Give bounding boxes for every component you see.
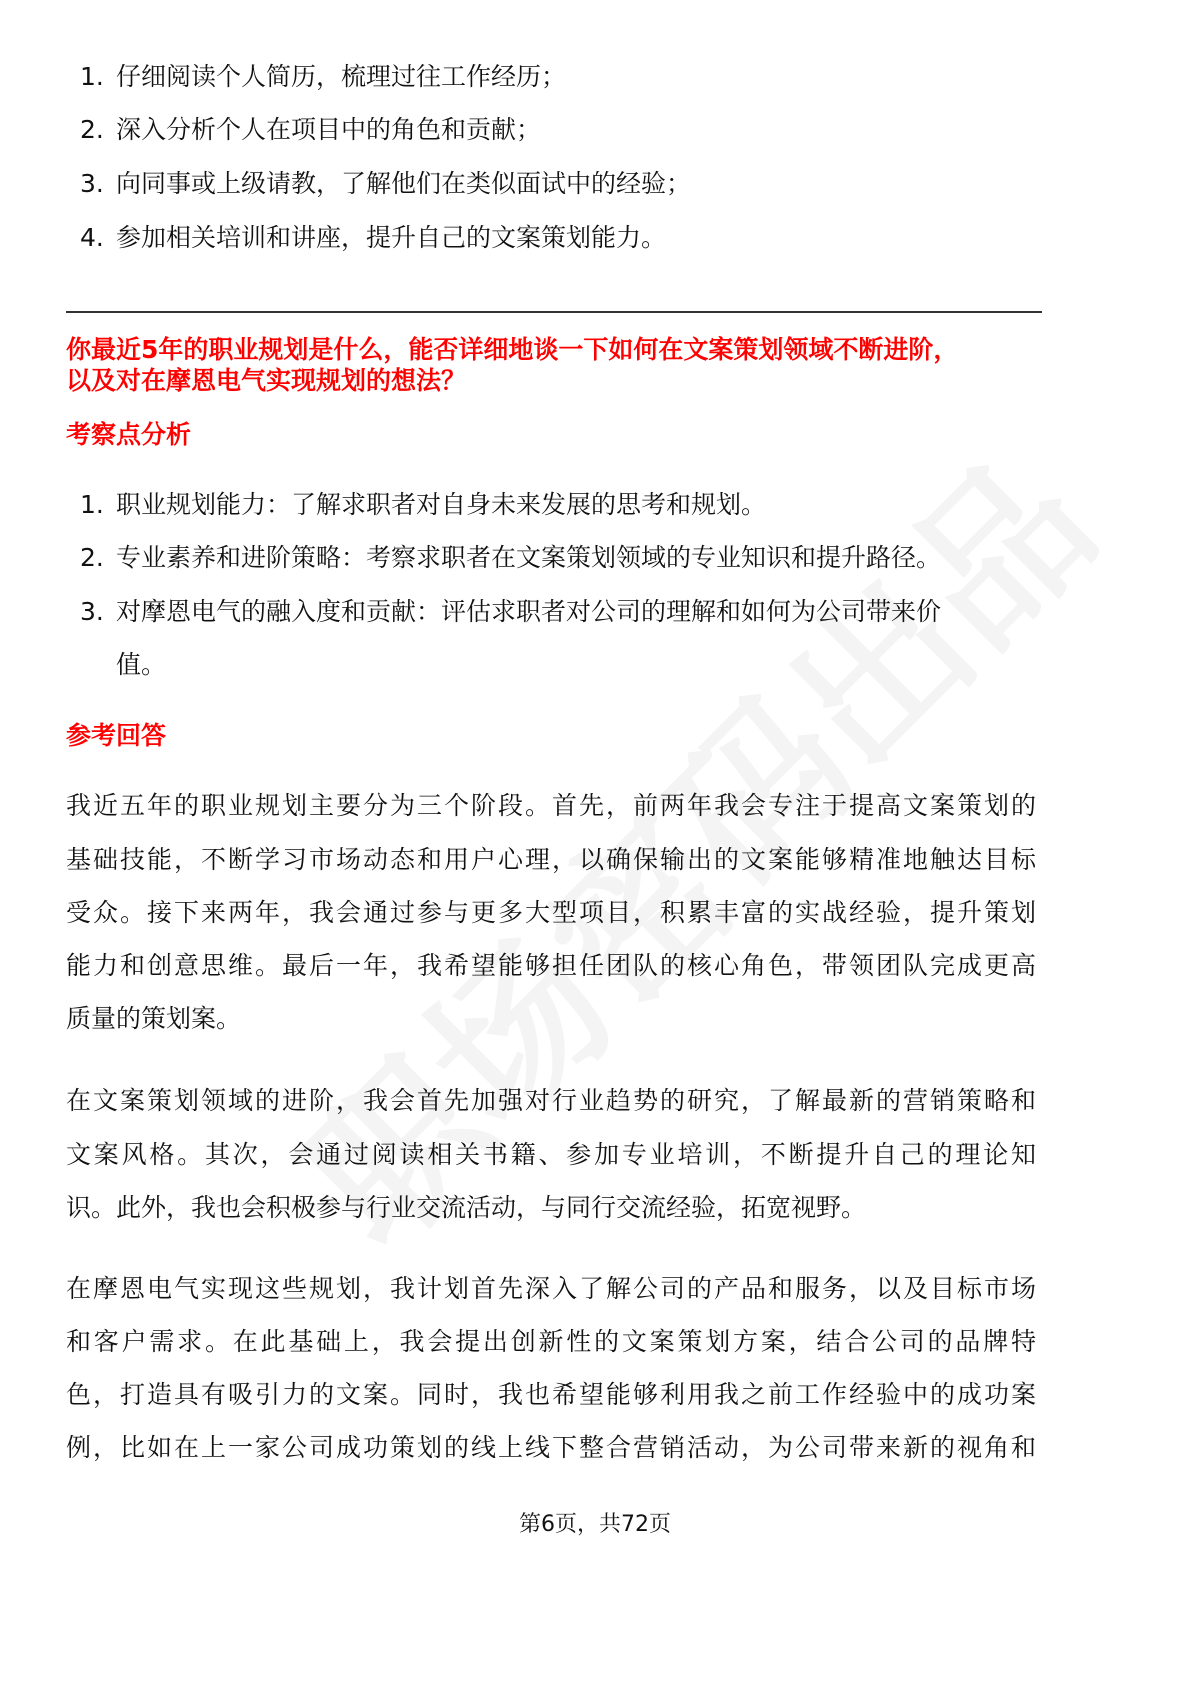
text-line: 基础技能，不断学习市场动态和用户心理，以确保输出的文案能够精准地触达目标 — [66, 845, 1036, 874]
text-line: 色，打造具有吸引力的文案。同时，我也希望能够利用我之前工作经验中的成功案 — [66, 1380, 1036, 1409]
text-line: 文案风格。其次，会通过阅读相关书籍、参加专业培训，不断提升自己的理论知 — [66, 1140, 1036, 1169]
list-item: 1. 职业规划能力：了解求职者对自身未来发展的思考和规划。 — [80, 490, 767, 519]
text-line: 识。此外，我也会积极参与行业交流活动，与同行交流经验，拓宽视野。 — [66, 1193, 867, 1222]
list-item: 3. 对摩恩电气的融入度和贡献：评估求职者对公司的理解和如何为公司带来价 — [80, 597, 942, 626]
text-line: 在文案策划领域的进阶，我会首先加强对行业趋势的研究，了解最新的营销策略和 — [66, 1086, 1036, 1115]
list-item: 4. 参加相关培训和讲座，提升自己的文案策划能力。 — [80, 223, 667, 252]
text-line: 和客户需求。在此基础上，我会提出创新性的文案策划方案，结合公司的品牌特 — [66, 1327, 1036, 1356]
text-line: 受众。接下来两年，我会通过参与更多大型项目，积累丰富的实战经验，提升策划 — [66, 898, 1036, 927]
text-line: 质量的策划案。 — [66, 1004, 242, 1033]
analysis-title: 考察点分析 — [66, 420, 192, 449]
list-item-cont: 值。 — [116, 650, 167, 679]
text-line: 我近五年的职业规划主要分为三个阶段。首先，前两年我会专注于提高文案策划的 — [66, 791, 1036, 820]
question-heading-cont: 以及对在摩恩电气实现规划的想法？ — [66, 366, 467, 395]
list-item: 2. 深入分析个人在项目中的角色和贡献； — [80, 115, 542, 144]
text-line: 例，比如在上一家公司成功策划的线上线下整合营销活动，为公司带来新的视角和 — [66, 1433, 1036, 1462]
list-item: 1. 仔细阅读个人简历，梳理过往工作经历； — [80, 62, 567, 91]
page-footer: 第6页，共72页 — [519, 1512, 671, 1537]
question-heading: 你最近5年的职业规划是什么，能否详细地谈一下如何在文案策划领域不断进阶， — [66, 335, 959, 364]
text-line: 在摩恩电气实现这些规划，我计划首先深入了解公司的产品和服务，以及目标市场 — [66, 1274, 1036, 1303]
list-item: 2. 专业素养和进阶策略：考察求职者在文案策划领域的专业知识和提升路径。 — [80, 543, 942, 572]
list-item: 3. 向同事或上级请教，了解他们在类似面试中的经验； — [80, 169, 692, 198]
text-line: 能力和创意思维。最后一年，我希望能够担任团队的核心角色，带领团队完成更高 — [66, 951, 1036, 980]
answer-title: 参考回答 — [66, 721, 167, 750]
section-divider — [66, 311, 1042, 313]
